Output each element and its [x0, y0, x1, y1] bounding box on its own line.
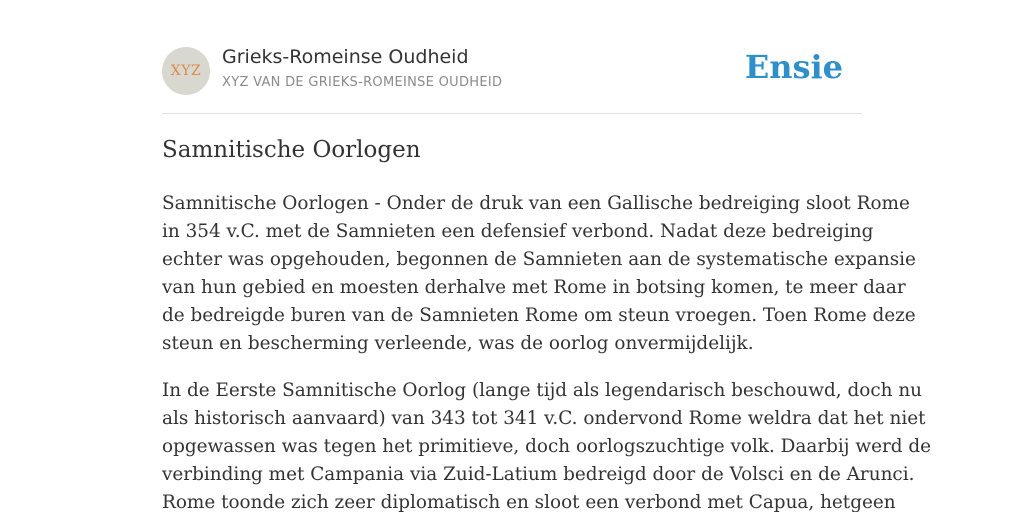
article-body — [162, 190, 932, 512]
publication-header — [162, 46, 862, 96]
paragraph-line: In de Eerste Samnitische Oorlog (lange tijd als legendarisch beschouwd, doch nu — [162, 380, 923, 401]
header-divider — [162, 113, 862, 114]
publication-title[interactable]: Grieks-Romeinse Oudheid — [222, 46, 469, 68]
publication-avatar[interactable]: XYZ — [162, 47, 210, 95]
article-paragraph — [162, 377, 932, 512]
paragraph-line: opgewassen was tegen het primitieve, doch oorlogszuchtige volk. Daarbij werd de — [162, 436, 932, 457]
paragraph-line: Rome toonde zich zeer diplomatisch en sloot een verbond met Capua, hetgeen — [162, 492, 896, 512]
paragraph-line: steun en bescherming verleende, was de oorlog onvermijdelijk. — [162, 333, 754, 354]
article-title: Samnitische Oorlogen — [162, 137, 421, 163]
paragraph-line: van hun gebied en moesten derhalve met Rome in botsing komen, te meer daar — [162, 277, 906, 298]
paragraph-line: in 354 v.C. met de Samnieten een defensief verbond. Nadat deze bedreiging — [162, 221, 874, 242]
paragraph-line: als historisch aanvaard) van 343 tot 341 v.C. ondervond Rome weldra dat het niet — [162, 408, 926, 429]
paragraph-line: de bedreigde buren van de Samnieten Rome om steun vroegen. Toen Rome deze — [162, 305, 916, 326]
article-paragraph — [162, 190, 916, 358]
paragraph-line: Samnitische Oorlogen - Onder de druk van een Gallische bedreiging sloot Rome — [162, 193, 910, 214]
publication-subtitle: XYZ VAN DE GRIEKS-ROMEINSE OUDHEID — [222, 75, 503, 90]
paragraph-line: echter was opgehouden, begonnen de Samnieten aan de systematische expansie — [162, 249, 916, 270]
brand-logo[interactable]: Ensie — [744, 48, 843, 86]
paragraph-line: verbinding met Campania via Zuid-Latium bedreigd door de Volsci en de Arunci. — [162, 464, 915, 485]
